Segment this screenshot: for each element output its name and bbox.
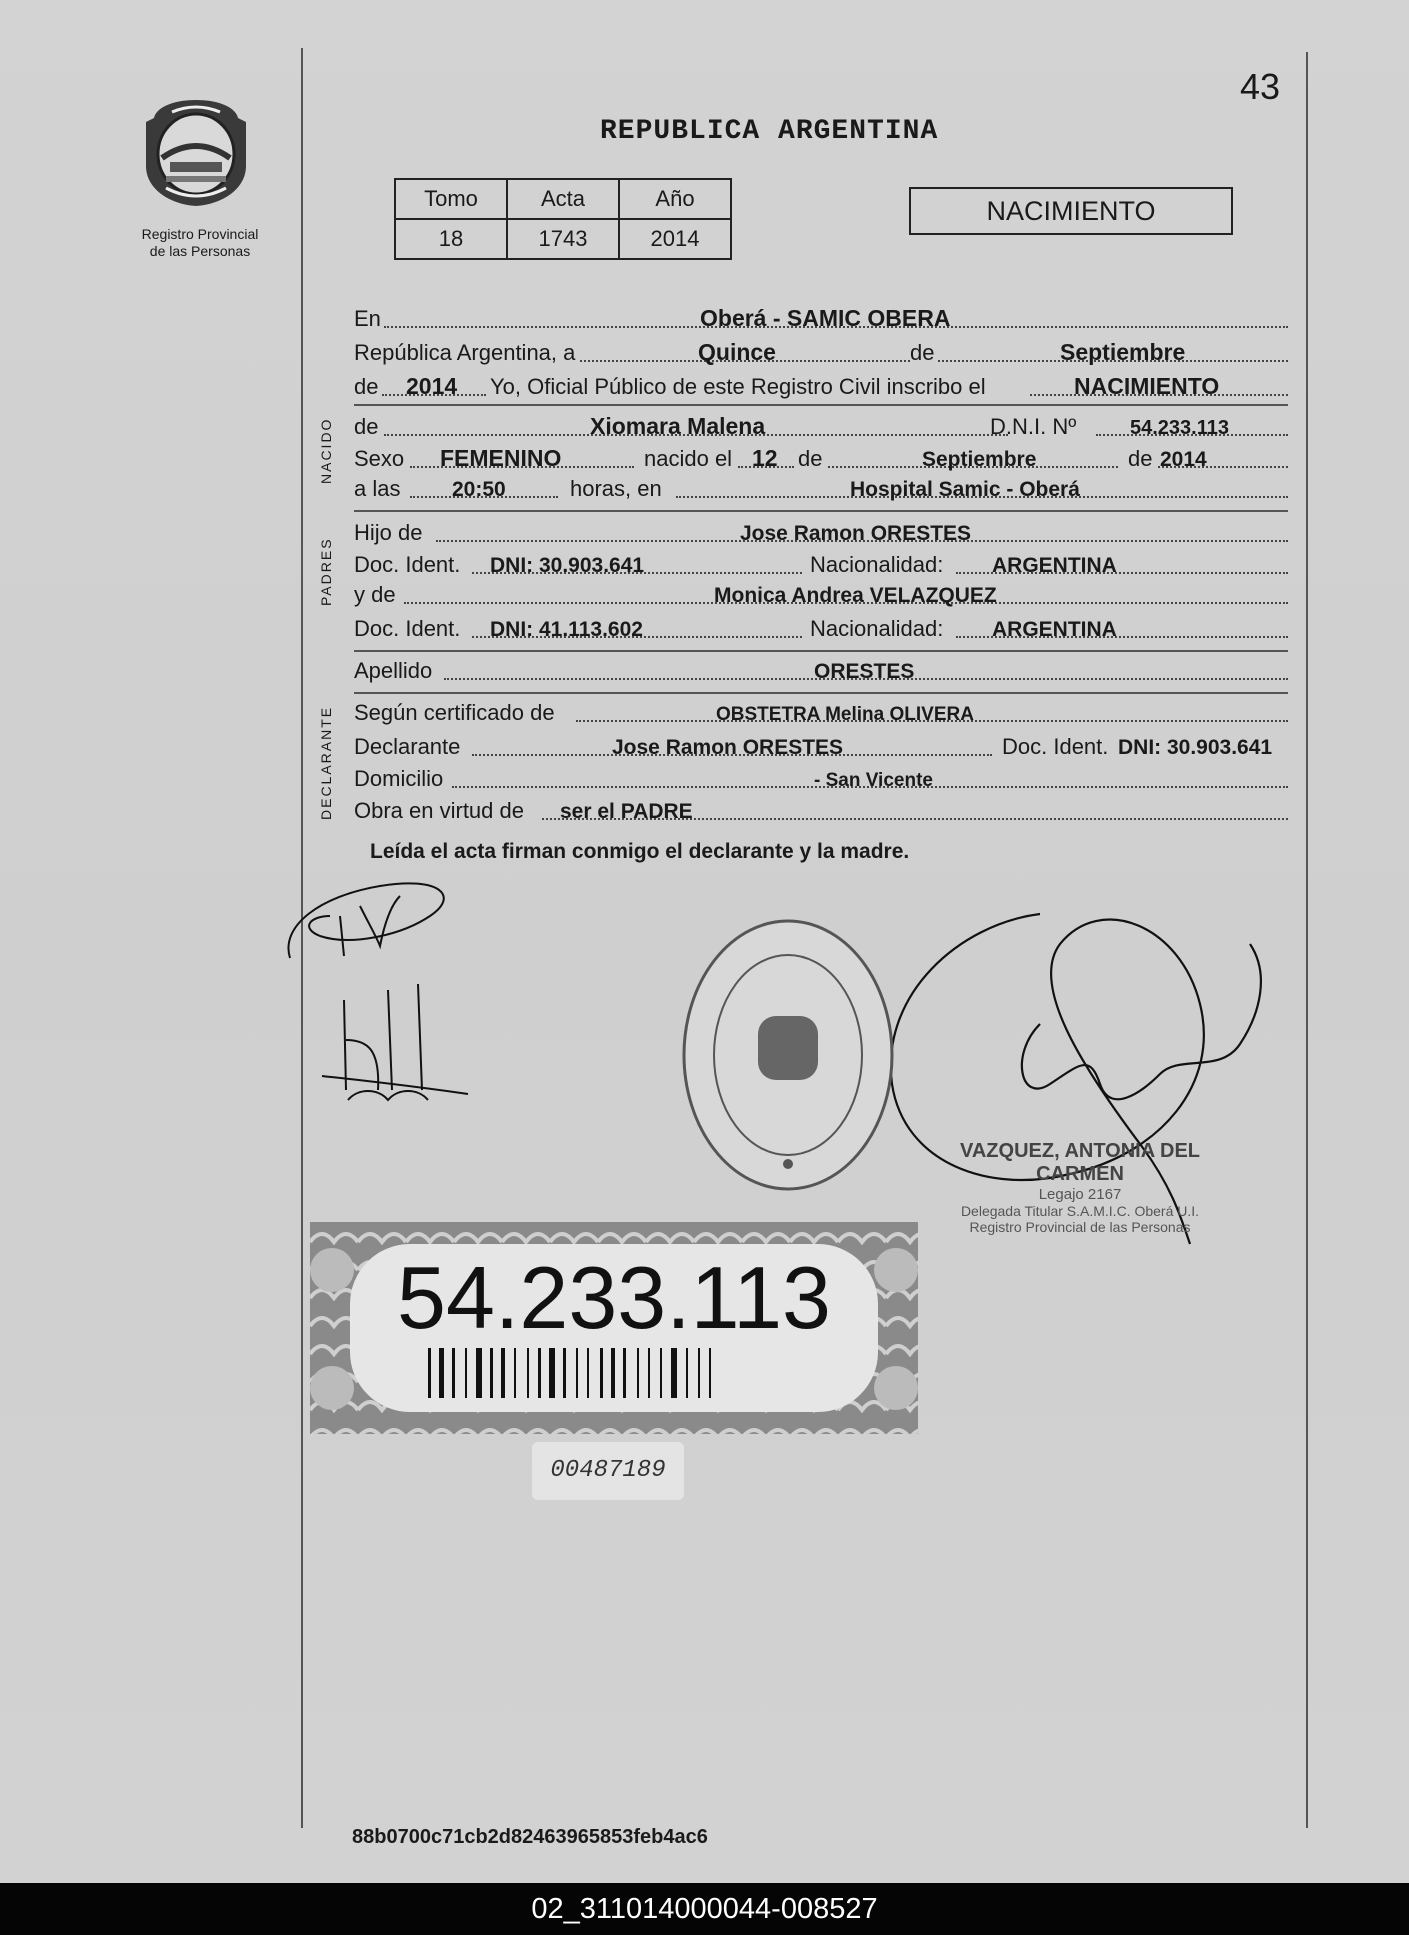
value-child-dni: 54.233.113 [1130,417,1229,439]
value-mother-doc: DNI: 41.113.602 [490,618,643,641]
label-domicilio: Domicilio [354,766,444,791]
province-seal-logo [132,96,260,210]
statement-text: Yo, Oficial Público de este Registro Civil inscribo el [490,374,986,399]
row-child-name [354,412,1288,442]
separator [354,650,1288,652]
value-mother-nationality: ARGENTINA [992,618,1117,641]
value-father-doc: DNI: 30.903.641 [490,554,645,577]
value-act: NACIMIENTO [1074,373,1220,399]
footer-id: 02_311014000044-008527 [0,1883,1409,1935]
label-apellido: Apellido [354,658,433,683]
label-horas-en: horas, en [570,476,662,501]
label-segun-certificado: Según certificado de [354,700,555,725]
row-father-doc [354,550,1288,580]
label-de-year: de [354,374,379,399]
row-certificate [354,698,1288,728]
official-role: Delegada Titular S.A.M.I.C. Oberá U.I. [960,1203,1200,1219]
label-doc-declarant: Doc. Ident. [1002,734,1109,759]
section-label-declarante: DECLARANTE [318,705,334,820]
registry-caption [120,226,280,260]
value-birth-year: 2014 [1160,448,1207,471]
value-declarant-name: Jose Ramon ORESTES [612,736,844,759]
section-label-padres: PADRES [318,537,334,606]
row-declarant [354,732,1288,762]
row-date [354,338,1288,368]
value-birth-time: 20:50 [452,478,506,501]
label-nacionalidad-father: Nacionalidad: [810,552,944,577]
label-en: En [354,306,381,331]
label-doc-mother: Doc. Ident. [354,616,461,641]
value-mother-name: Monica Andrea VELAZQUEZ [714,584,997,607]
registry-caption-line2: de las Personas [149,243,251,259]
control-number: 00487189 [532,1442,684,1500]
label-republica: República Argentina, a [354,340,576,365]
value-acta: 1743 [507,219,619,259]
label-declarante: Declarante [354,734,461,759]
label-y-de: y de [354,582,396,607]
label-nacido-el: nacido el [644,446,733,471]
row-apellido [354,656,1288,686]
official-name: VAZQUEZ, ANTONIA DEL CARMEN [960,1140,1200,1185]
label-hijo-de: Hijo de [354,520,423,545]
document-title: REPUBLICA ARGENTINA [600,116,939,147]
value-child-name: Xiomara Malena [590,413,766,439]
registry-caption-line1: Registro Provincial [141,226,259,242]
value-birth-month: Septiembre [922,448,1037,471]
label-de-birth-month: de [798,446,823,471]
value-birth-place: Hospital Samic - Oberá [850,478,1080,501]
label-de-birth-year: de [1128,446,1153,471]
label-de-month: de [910,340,935,365]
mother-signature [318,980,488,1120]
official-block [920,1140,1240,1235]
act-type-box: NACIMIENTO [909,187,1233,235]
value-year: 2014 [406,373,458,399]
value-place: Oberá - SAMIC OBERA [700,305,951,331]
row-domicilio [354,764,1288,794]
official-legajo: Legajo 2167 [1038,1186,1122,1203]
label-dni: D.N.I. Nº [990,414,1077,439]
value-day-words: Quince [698,339,776,365]
row-statement [354,372,1288,402]
value-domicilio: - San Vicente [814,770,933,791]
declarant-signature [280,866,480,966]
value-birth-day: 12 [752,445,778,471]
barcode-label [310,1222,918,1434]
separator [354,404,1288,406]
header-tomo: Tomo [395,179,507,219]
row-place [354,304,1288,334]
separator [354,692,1288,694]
value-father-name: Jose Ramon ORESTES [740,522,972,545]
row-father [354,518,1288,548]
header-acta: Acta [507,179,619,219]
page-number: 43 [1240,66,1281,107]
value-sexo: FEMENINO [440,445,562,471]
label-sexo: Sexo [354,446,405,471]
value-certificate: OBSTETRA Melina OLIVERA [716,704,974,725]
row-mother [354,580,1288,610]
barcode-number: 54.233.113 [397,1248,831,1347]
label-nacionalidad-mother: Nacionalidad: [810,616,944,641]
label-a-las: a las [354,476,401,501]
value-obra: ser el PADRE [560,800,693,823]
label-de-child: de [354,414,379,439]
value-declarant-doc: DNI: 30.903.641 [1118,736,1273,759]
section-label-nacido: NACIDO [318,417,334,484]
value-apellido: ORESTES [814,660,915,683]
row-obra [354,796,1288,826]
registry-stamp [680,916,896,1194]
label-doc-father: Doc. Ident. [354,552,461,577]
value-father-nationality: ARGENTINA [992,554,1117,577]
value-month: Septiembre [1060,339,1186,365]
label-obra-en-virtud: Obra en virtud de [354,798,524,823]
document-hash: 88b0700c71cb2d82463965853feb4ac6 [352,1826,708,1848]
header-anio: Año [619,179,731,219]
separator [354,510,1288,512]
value-tomo: 18 [395,219,507,259]
closing-statement: Leída el acta firman conmigo el declarante y la madre. [370,840,910,863]
row-sex-birthdate [354,444,1288,474]
value-anio: 2014 [619,219,731,259]
row-mother-doc [354,614,1288,644]
row-time-place [354,474,1288,504]
official-org: Registro Provincial de las Personas [969,1219,1191,1235]
record-table [394,178,732,260]
